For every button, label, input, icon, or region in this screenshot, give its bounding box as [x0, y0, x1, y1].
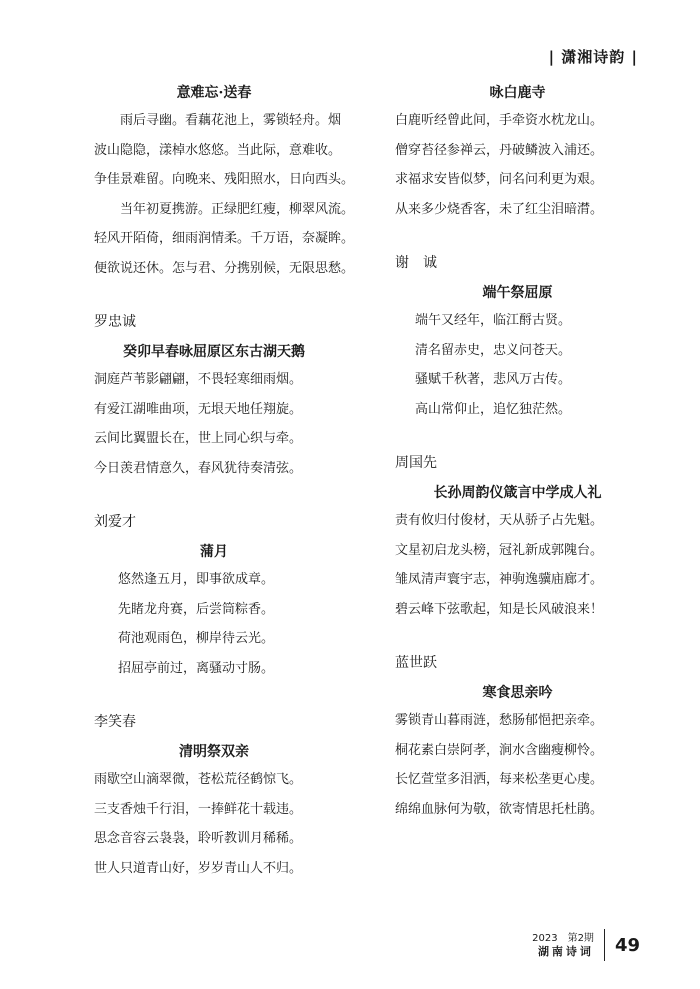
poem-block	[395, 450, 640, 624]
poem-line: 今日羡君情意久，春风犹待奏清弦。	[94, 460, 303, 476]
poem-line: 白鹿听经曾此间，手牵资水枕龙山。	[395, 113, 604, 128]
poem-line: 端午又经年，临江酹古贤。	[415, 313, 572, 328]
poem-title: 癸卯早春咏屈原区东古湖天鹅	[123, 344, 305, 360]
poem-line: 世人只道青山好，岁岁青山人不归。	[94, 860, 303, 876]
poet-name: 罗忠诚	[94, 314, 136, 330]
poet-name: 李笑春	[94, 714, 136, 730]
poem-line: 当年初夏携游。正绿肥红瘦，柳翠风流。	[120, 201, 355, 217]
poem-line: 雾锁青山暮雨涟，愁肠郁悒把亲牵。	[395, 713, 604, 728]
issue-number: 2023 第2期	[532, 933, 594, 944]
poem-line: 便欲说还休。怎与君、分携别候，无限思愁。	[94, 260, 355, 276]
poem-title: 咏白鹿寺	[489, 85, 546, 101]
poem-line: 雏凤清声寰宇志，神驹逸骥庙廊才。	[395, 572, 604, 587]
poem-line: 思念音容云袅袅，聆听教训月稀稀。	[94, 831, 303, 846]
poem-line: 长忆萱堂多泪洒，每来松垄更心虔。	[395, 772, 604, 787]
poem-title: 长孙周韵仪箴言中学成人礼	[433, 485, 602, 501]
poem-line: 荷池观雨色，柳岸待云光。	[118, 631, 275, 646]
right-column	[395, 80, 640, 850]
page-footer	[532, 929, 640, 961]
poem-line: 求福求安皆似梦，问名问利更为艰。	[395, 172, 604, 187]
left-column	[94, 80, 355, 909]
footer-divider	[604, 929, 605, 961]
poem-line: 僧穿苔径参禅云，丹破鳞波入浦还。	[395, 142, 604, 158]
poem-line: 雨歇空山滴翠微，苍松荒径鹤惊飞。	[94, 772, 303, 787]
poem-block	[395, 80, 640, 224]
poem-line: 招屈亭前过，离骚动寸肠。	[118, 660, 275, 676]
issue-info	[532, 932, 604, 958]
poem-line: 争佳景难留。向晚来、残阳照水，日向西头。	[94, 172, 355, 187]
poem-block	[395, 650, 640, 824]
poem-block	[94, 80, 355, 283]
poem-title: 寒食思亲吟	[482, 685, 553, 701]
poem-title: 意难忘·送春	[176, 85, 252, 101]
poem-line: 先睹龙舟赛，后尝筒粽香。	[118, 601, 275, 617]
poet-name: 谢 诚	[395, 255, 437, 271]
poem-line: 云间比翼盟长在，世上同心织与牵。	[94, 431, 303, 446]
poem-line: 骚赋千秋著，悲风万古传。	[415, 372, 572, 387]
poem-title: 蒲月	[200, 544, 228, 560]
section-header: | 潇湘诗韵 |	[548, 48, 638, 66]
poem-line: 三支香烛千行泪，一捧鲜花十载违。	[94, 801, 303, 817]
poem-line: 桐花素白崇阿孝，涧水含幽瘦柳怜。	[395, 742, 604, 758]
poem-line: 文星初启龙头榜，冠礼新成郭隗台。	[395, 542, 604, 558]
poem-block	[94, 309, 334, 483]
poet-name: 刘爱才	[94, 514, 136, 530]
poem-block	[94, 709, 334, 883]
poem-title: 端午祭屈原	[482, 285, 553, 301]
poem-block	[94, 509, 334, 683]
poem-line: 绵绵血脉何为敬，欲寄情思托杜鹃。	[395, 801, 604, 817]
poem-line: 波山隐隐，漾棹水悠悠。当此际，意难收。	[94, 142, 342, 158]
poem-block	[395, 250, 640, 424]
page-number: 49	[614, 934, 640, 956]
magazine-name: 湖南诗词	[537, 945, 594, 958]
poem-line: 雨后寻幽。看藕花池上，雾锁轻舟。烟	[120, 113, 342, 128]
poem-line: 责有攸归付俊材，天从骄子占先魁。	[395, 513, 604, 528]
poem-line: 洞庭芦苇影翩翩，不畏轻寒细雨烟。	[94, 372, 303, 387]
poem-line: 高山常仰止，追忆独茫然。	[415, 401, 572, 417]
poet-name: 周国先	[395, 455, 437, 471]
poem-line: 清名留赤史，忠义问苍天。	[415, 342, 572, 358]
poem-line: 有爱江湖唯曲项，无垠天地任翔旋。	[94, 401, 303, 417]
poem-line: 从来多少烧香客，未了红尘泪暗潸。	[395, 201, 604, 217]
poet-name: 蓝世跃	[395, 655, 437, 671]
poem-title: 清明祭双亲	[179, 744, 249, 760]
poem-line: 碧云峰下弦歌起，知是长风破浪来！	[395, 601, 604, 617]
poem-line: 悠然逢五月，即事欲成章。	[118, 572, 275, 587]
poem-line: 轻风开陌倚，细雨润情柔。千万语，奈凝眸。	[94, 231, 355, 246]
